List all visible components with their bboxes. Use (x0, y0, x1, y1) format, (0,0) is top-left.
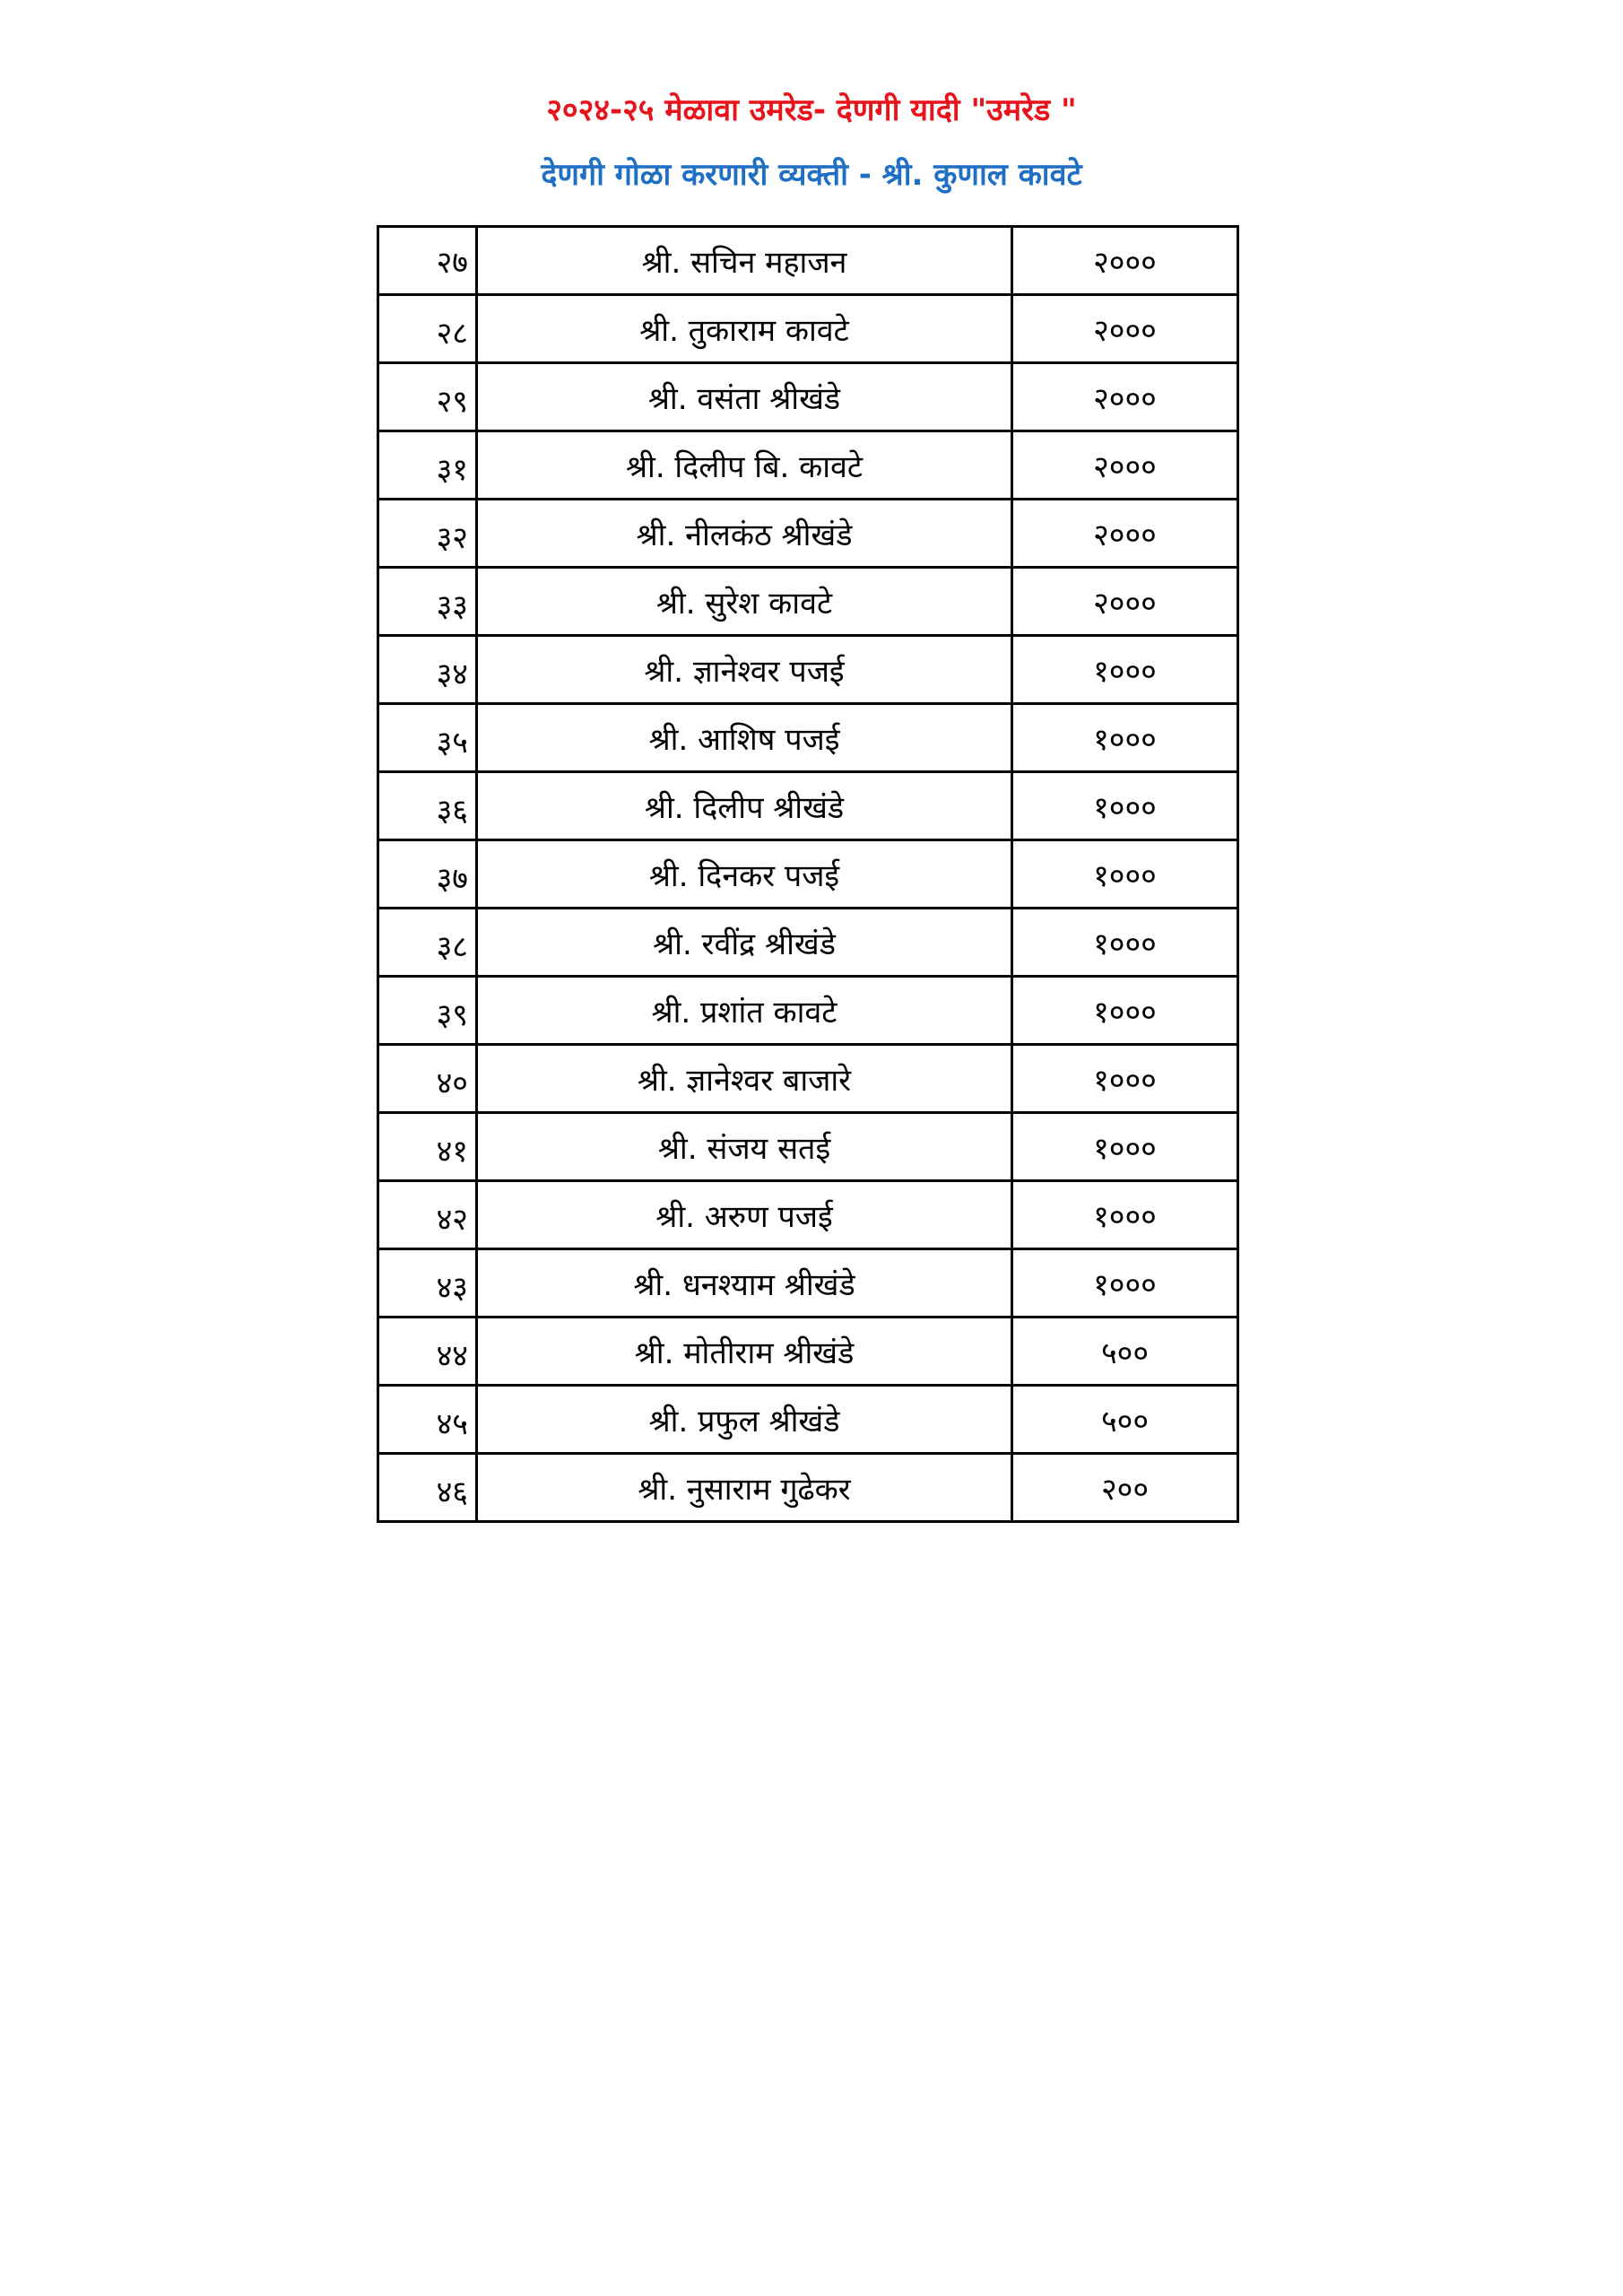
donation-amount: १००० (1012, 636, 1238, 704)
donation-amount: ५०० (1012, 1318, 1238, 1386)
donation-amount: १००० (1012, 1181, 1238, 1249)
table-row (378, 1318, 1238, 1386)
donation-amount: २००० (1012, 227, 1238, 295)
donation-amount: २००० (1012, 295, 1238, 363)
donation-amount: २००० (1012, 431, 1238, 500)
donation-number: ४० (378, 1045, 477, 1113)
donation-number: ३४ (378, 636, 477, 704)
donation-amount: २००० (1012, 363, 1238, 431)
donation-amount: १००० (1012, 909, 1238, 977)
donor-name: श्री. प्रफुल श्रीखंडे (477, 1386, 1012, 1454)
table-row (378, 431, 1238, 500)
donation-number: ३६ (378, 772, 477, 840)
donation-amount: २००० (1012, 500, 1238, 568)
donation-amount: १००० (1012, 1045, 1238, 1113)
donor-name: श्री. अरुण पजई (477, 1181, 1012, 1249)
table-row (378, 1386, 1238, 1454)
donation-number: ४२ (378, 1181, 477, 1249)
donation-number: ४३ (378, 1249, 477, 1318)
donation-number: ४४ (378, 1318, 477, 1386)
page-subtitle: देणगी गोळा करणारी व्यक्ती - श्री. कुणाल कावटे (541, 157, 1082, 193)
donation-number: ४५ (378, 1386, 477, 1454)
table-row (378, 1249, 1238, 1318)
donation-amount: १००० (1012, 1249, 1238, 1318)
donor-name: श्री. रवींद्र श्रीखंडे (477, 909, 1012, 977)
donor-name: श्री. सचिन महाजन (477, 227, 1012, 295)
donor-name: श्री. ज्ञानेश्वर बाजारे (477, 1045, 1012, 1113)
donor-name: श्री. वसंता श्रीखंडे (477, 363, 1012, 431)
table-row (378, 636, 1238, 704)
donor-name: श्री. दिलीप श्रीखंडे (477, 772, 1012, 840)
donation-table (377, 225, 1239, 1523)
donation-amount: १००० (1012, 1113, 1238, 1181)
table-row (378, 704, 1238, 772)
donor-name: श्री. मोतीराम श्रीखंडे (477, 1318, 1012, 1386)
donation-number: ४१ (378, 1113, 477, 1181)
table-row (378, 227, 1238, 295)
donor-name: श्री. प्रशांत कावटे (477, 977, 1012, 1045)
donation-number: ४६ (378, 1454, 477, 1522)
donation-table-body (378, 227, 1238, 1522)
donation-number: २९ (378, 363, 477, 431)
table-row (378, 909, 1238, 977)
donation-number: ३२ (378, 500, 477, 568)
donation-number: २८ (378, 295, 477, 363)
table-row (378, 363, 1238, 431)
donation-amount: २००० (1012, 568, 1238, 636)
donor-name: श्री. नुसाराम गुढेकर (477, 1454, 1012, 1522)
donation-number: ३५ (378, 704, 477, 772)
table-row (378, 1454, 1238, 1522)
table-row (378, 295, 1238, 363)
donor-name: श्री. दिलीप बि. कावटे (477, 431, 1012, 500)
donor-name: श्री. संजय सतई (477, 1113, 1012, 1181)
table-row (378, 772, 1238, 840)
donation-number: ३९ (378, 977, 477, 1045)
table-row (378, 1181, 1238, 1249)
table-row (378, 977, 1238, 1045)
donation-amount: १००० (1012, 977, 1238, 1045)
donation-number: ३३ (378, 568, 477, 636)
donor-name: श्री. आशिष पजई (477, 704, 1012, 772)
donation-number: २७ (378, 227, 477, 295)
donation-amount: ५०० (1012, 1386, 1238, 1454)
donation-amount: १००० (1012, 772, 1238, 840)
donation-amount: २०० (1012, 1454, 1238, 1522)
donor-name: श्री. ज्ञानेश्वर पजई (477, 636, 1012, 704)
table-row (378, 1113, 1238, 1181)
donor-name: श्री. दिनकर पजई (477, 840, 1012, 909)
table-row (378, 840, 1238, 909)
donor-name: श्री. तुकाराम कावटे (477, 295, 1012, 363)
donor-name: श्री. नीलकंठ श्रीखंडे (477, 500, 1012, 568)
table-row (378, 1045, 1238, 1113)
table-row (378, 568, 1238, 636)
donation-number: ३७ (378, 840, 477, 909)
donation-number: ३८ (378, 909, 477, 977)
donation-amount: १००० (1012, 704, 1238, 772)
donation-number: ३१ (378, 431, 477, 500)
page-title: २०२४-२५ मेळावा उमरेड- देणगी यादी "उमरेड " (546, 92, 1077, 128)
table-row (378, 500, 1238, 568)
donor-name: श्री. धनश्याम श्रीखंडे (477, 1249, 1012, 1318)
donor-name: श्री. सुरेश कावटे (477, 568, 1012, 636)
donation-amount: १००० (1012, 840, 1238, 909)
